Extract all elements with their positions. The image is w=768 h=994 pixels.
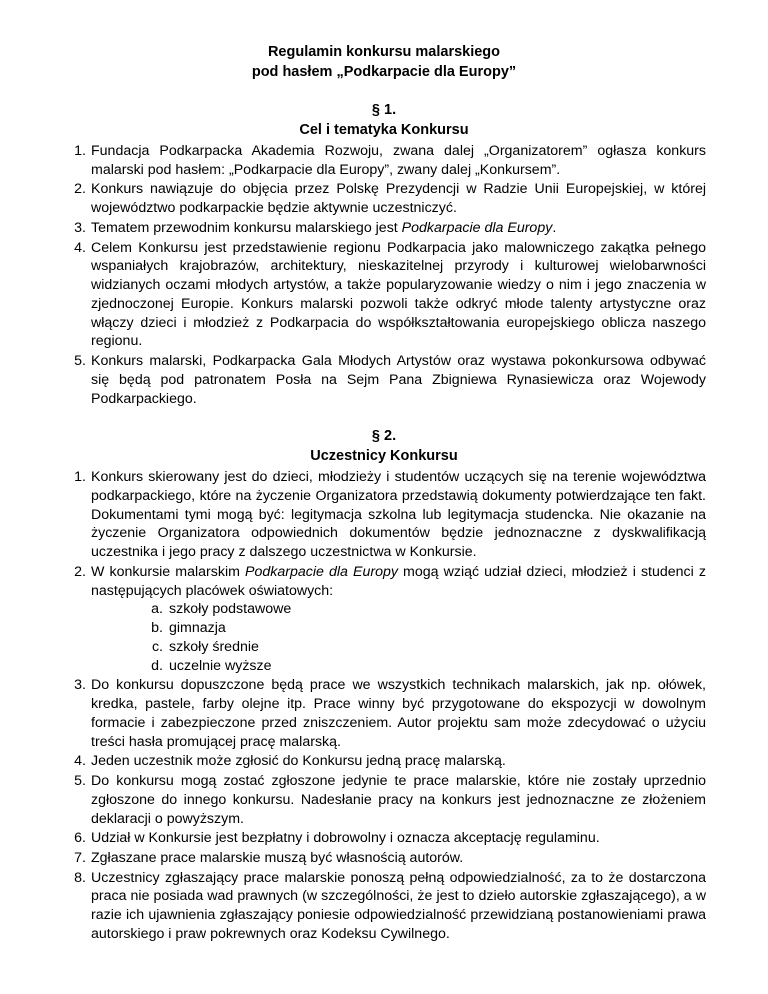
document-title-line-2: pod hasłem „Podkarpacie dla Europy”: [251, 64, 517, 80]
list-item-marker: 4.: [74, 239, 86, 256]
list-item-text: [91, 829, 706, 848]
list-item: [62, 468, 706, 562]
list-item: [62, 180, 706, 217]
sub-list-item: [147, 657, 706, 676]
list-item-text: [91, 180, 706, 217]
list-item: [62, 142, 706, 179]
list-item-text: [91, 239, 706, 351]
list-item-marker: 1.: [74, 469, 86, 486]
section-item-list: [62, 468, 706, 943]
list-item-marker: 8.: [74, 869, 86, 886]
list-item-marker: 6.: [74, 830, 86, 847]
list-item-marker: 7.: [74, 849, 86, 866]
section-symbol: § 2.: [371, 428, 397, 445]
document-title: [62, 42, 706, 82]
plain-text: Do konkursu mogą zostać zgłoszone jedynie te prace malarskie, które nie zostały uprzednio zgłoszone do innego konkursu. Nadesłanie pracy na konkurs jest jednoznaczne ze złożeniem deklaracji o powyższym.: [91, 773, 706, 827]
list-item-text: [91, 219, 706, 238]
section-symbol: § 1.: [371, 102, 397, 118]
list-item-marker: 2.: [74, 181, 86, 198]
list-item-text: [91, 752, 706, 771]
list-item: [62, 219, 706, 238]
section-heading: [62, 100, 706, 140]
plain-text: Udział w Konkursie jest bezpłatny i dobrowolny i oznacza akceptację regulaminu.: [91, 830, 600, 847]
sub-list-item: [147, 638, 706, 657]
plain-text: .: [552, 219, 557, 236]
list-item: [62, 352, 706, 408]
sub-list-item-text: szkoły podstawowe: [169, 601, 292, 618]
list-item: [62, 752, 706, 771]
emphasis-text: Podkarpacie dla Europy: [401, 219, 553, 236]
list-item-text: [91, 468, 706, 562]
plain-text: Do konkursu dopuszczone będą prace we wszystkich technikach malarskich, jak np. ołówek, kredka, pastele, farby olejne itp. Prace winny być przygotowane do ekspozycji w dowolnym formacie i zabezpieczone przed zniszczeniem. Autor projektu sam może zdecydować o użyciu treści hasła promującej pracę malarską.: [91, 677, 706, 750]
list-item-marker: 1.: [74, 143, 86, 159]
list-item-marker: 3.: [74, 219, 86, 236]
document-title-line-1: Regulamin konkursu malarskiego: [267, 44, 501, 60]
plain-text: W konkursie malarskim: [91, 563, 246, 580]
sub-list-item: [147, 600, 706, 619]
plain-text: Konkurs nawiązuje do objęcia przez Polskę Prezydencji w Radzie Unii Europejskiej, w której województwo podkarpackie będzie aktywnie uczestniczyć.: [91, 181, 706, 217]
emphasis-text: Podkarpacie dla Europy: [245, 563, 398, 580]
plain-text: Tematem przewodnim konkursu malarskiego jest: [91, 219, 402, 236]
list-item-text: [91, 352, 706, 408]
list-item-text: [91, 849, 706, 868]
list-item: [62, 849, 706, 868]
list-item-text: [91, 772, 706, 828]
plain-text: Uczestnicy zgłaszający prace malarskie ponoszą pełną odpowiedzialność, za to że dostarczona praca nie posiada wad prawnych (w szczególności, że jest to dzieło autorskie zgłaszającego), a w razie ich ujawnienia zgłaszający poniesie odpowiedzialność przewidzianą postanowieniami prawa autorskiego i praw pokrewnych oraz Kodeksu Cywilnego.: [91, 869, 706, 942]
sub-item-list: [91, 600, 706, 675]
section-name: Uczestnicy Konkursu: [310, 448, 458, 465]
sub-list-item-text: gimnazja: [169, 620, 226, 637]
list-item-text: [91, 676, 706, 751]
list-item: [62, 239, 706, 351]
plain-text: Jeden uczestnik może zgłosić do Konkursu jedną pracę malarską.: [91, 753, 506, 770]
sub-list-item-text: szkoły średnie: [169, 638, 259, 655]
sub-list-item-text: uczelnie wyższe: [169, 657, 272, 674]
plain-text: Celem Konkursu jest przedstawienie regionu Podkarpacia jako malowniczego zakątka pełnego wspaniałych krajobrazów, architektury, nieskazitelnej przyrody i kulturowej wielobarwności widzianych oczami młodych artystów, a także popularyzowanie wiedzy o nim i jego znaczenia w zjednoczonej Europie. Konkurs malarski pozwoli także odkryć młode talenty artystyczne oraz włączy dzieci i młodzież z Podkarpacia do współkształtowania europejskiego oblicza naszego regionu.: [91, 239, 706, 350]
list-item: [62, 676, 706, 751]
list-item-text: [91, 869, 706, 944]
list-item: [62, 829, 706, 848]
list-item: [62, 869, 706, 944]
list-item: [62, 563, 706, 675]
list-item-marker: 5.: [74, 773, 86, 790]
list-item-text: [91, 563, 706, 600]
sub-list-item: [147, 619, 706, 638]
plain-text: mogą wziąć udział dzieci, młodzież i studenci z następujących placówek oświatowych:: [91, 563, 706, 599]
list-item-marker: 4.: [74, 753, 86, 770]
sub-list-item-marker: c.: [151, 638, 163, 655]
section-name: Cel i tematyka Konkursu: [299, 122, 469, 138]
list-item: [62, 772, 706, 828]
list-item-marker: 3.: [74, 677, 86, 694]
section-item-list: [62, 142, 706, 408]
list-item-marker: 5.: [74, 353, 86, 370]
list-item-marker: 2.: [74, 563, 86, 580]
sub-list-item-marker: a.: [151, 601, 163, 618]
sub-list-item-marker: d.: [151, 657, 163, 674]
list-item-text: [91, 142, 706, 179]
plain-text: Konkurs malarski, Podkarpacka Gala Młodych Artystów oraz wystawa pokonkursowa odbywać się będą pod patronatem Posła na Sejm Pana Zbigniewa Rynasiewicza oraz Wojewody Podkarpackiego.: [91, 353, 706, 407]
plain-text: Fundacja Podkarpacka Akademia Rozwoju, zwana dalej „Organizatorem” ogłasza konkurs malarski pod hasłem: „Podkarpacie dla Europy”, zwany dalej „Konkursem”.: [91, 143, 706, 178]
plain-text: Zgłaszane prace malarskie muszą być własnością autorów.: [91, 849, 464, 866]
section-heading: [62, 426, 706, 466]
plain-text: Konkurs skierowany jest do dzieci, młodzieży i studentów uczących się na terenie województwa podkarpackiego, które na życzenie Organizatora przedstawią dokumenty potwierdzające ten fakt. Dokumentami tymi mogą być: legitymacja szkolna lub legitymacja studencka. Nie okazanie na życzenie Organizatora odpowiednich dokumentów będzie jednoznaczne z dyskwalifikacją uczestnika i jego pracy z dalszego uczestnictwa w Konkursie.: [91, 469, 706, 561]
document-body: [62, 100, 706, 944]
sub-list-item-marker: b.: [151, 620, 163, 637]
